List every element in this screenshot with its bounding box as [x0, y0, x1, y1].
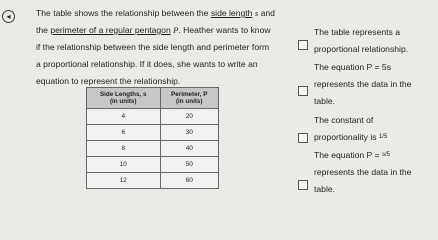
choice-line: The table represents a	[314, 27, 400, 37]
q-line: . Heather wants to know	[178, 25, 271, 35]
cell-side: 4	[87, 109, 161, 125]
data-table	[86, 87, 219, 189]
choice-3-checkbox[interactable]	[298, 133, 308, 143]
choice-1-checkbox[interactable]	[298, 40, 308, 50]
header-side-length: Side Lengths, s (in units)	[87, 88, 161, 109]
fraction: 1/5	[378, 134, 388, 140]
q-line: a proportional relationship. If it does, she wants to write an	[36, 59, 258, 69]
cell-perimeter: 60	[160, 173, 218, 189]
choice-line: proportional relationship.	[314, 44, 409, 54]
cell-side: 6	[87, 125, 161, 141]
table-row	[87, 125, 219, 141]
choice-line: represents the data in the	[314, 167, 412, 177]
choice-line: The equation P = 5s	[314, 62, 392, 72]
choice-2-text[interactable]	[314, 59, 438, 110]
choice-line: represents the data in the	[314, 79, 412, 89]
q-line: The table shows the relationship between the	[36, 8, 211, 18]
choice-3-text[interactable]	[314, 112, 438, 146]
choice-4-text[interactable]	[314, 147, 438, 198]
cell-perimeter: 50	[160, 157, 218, 173]
table-row	[87, 157, 219, 173]
q-line: if the relationship between the side length and perimeter form	[36, 42, 270, 52]
table-row	[87, 109, 219, 125]
cell-side: 12	[87, 173, 161, 189]
choice-2-checkbox[interactable]	[298, 86, 308, 96]
choice-line: table.	[314, 184, 336, 194]
cell-perimeter: 20	[160, 109, 218, 125]
cell-side: 8	[87, 141, 161, 157]
choice-line: table.	[314, 96, 336, 106]
cell-side: 10	[87, 157, 161, 173]
table-row	[87, 173, 219, 189]
q-var: P	[173, 25, 179, 35]
q-line: equation to represent the relationship.	[36, 76, 181, 86]
q-line: and	[258, 8, 275, 18]
choice-line: The constant of	[314, 115, 374, 125]
table-row	[87, 141, 219, 157]
q-underline: side length	[210, 8, 253, 18]
table-header-row	[87, 88, 219, 109]
cell-perimeter: 40	[160, 141, 218, 157]
q-var: s	[254, 8, 259, 18]
speaker-icon[interactable]: ◂	[2, 10, 15, 23]
choice-1-text[interactable]	[314, 24, 438, 58]
cell-perimeter: 30	[160, 125, 218, 141]
choice-line: The equation P =	[314, 150, 382, 160]
fraction: s/5	[381, 152, 390, 158]
choice-4-checkbox[interactable]	[298, 180, 308, 190]
choice-line: proportionality is	[314, 132, 377, 142]
question-text	[36, 5, 316, 90]
q-line: the	[36, 25, 51, 35]
header-perimeter: Perimeter, P (in units)	[160, 88, 218, 109]
q-underline: perimeter of a regular pentagon	[50, 25, 171, 35]
